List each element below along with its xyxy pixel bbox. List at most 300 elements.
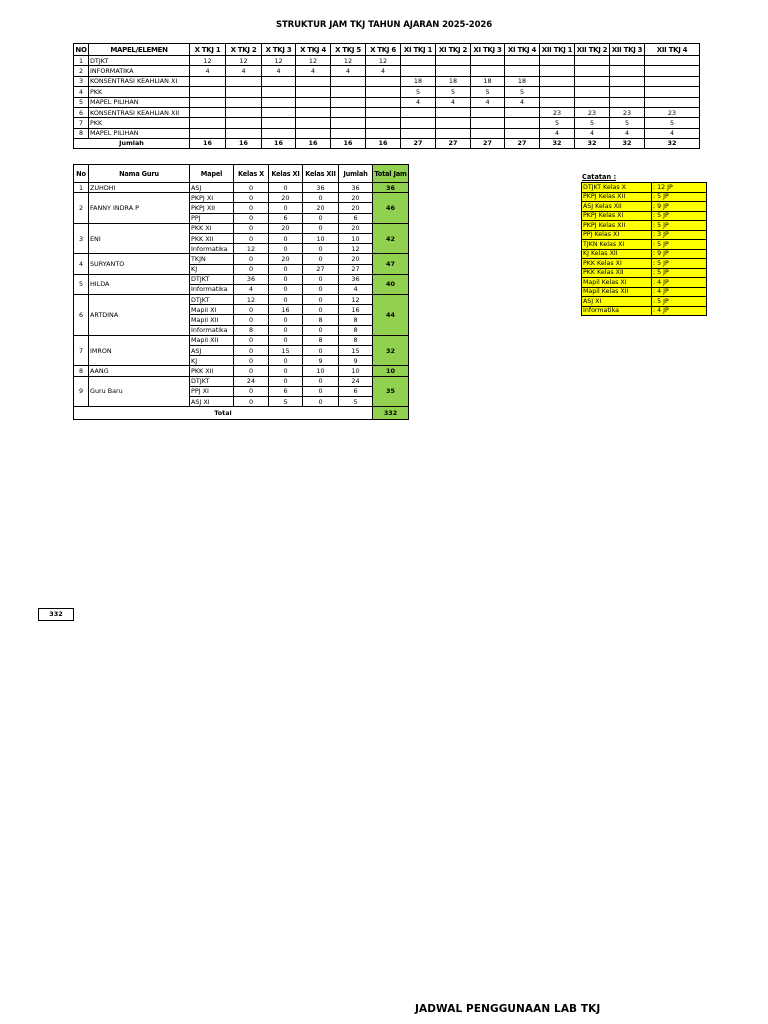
total-cell: 27 bbox=[401, 139, 436, 149]
hours-cell: 20 bbox=[339, 223, 373, 233]
subject-cell: Mapil XII bbox=[190, 315, 234, 325]
column-header: XI TKJ 2 bbox=[436, 44, 471, 56]
teacher-number: 1 bbox=[74, 183, 89, 193]
table-cell bbox=[331, 128, 366, 138]
side-total-box: 332 bbox=[38, 608, 74, 621]
note-hours: : 5 JP bbox=[652, 297, 707, 307]
notes-title: Catatan : bbox=[582, 173, 617, 181]
teacher-name: ENI bbox=[89, 223, 190, 254]
hours-cell: 8 bbox=[339, 335, 373, 345]
note-hours: : 3 JP bbox=[652, 230, 707, 240]
table-cell: 18 bbox=[505, 76, 540, 86]
table-cell bbox=[262, 87, 296, 97]
table-cell: 5 bbox=[540, 118, 575, 128]
note-hours: : 12 JP bbox=[652, 183, 707, 193]
column-header: Kelas XI bbox=[269, 165, 303, 183]
total-cell: 16 bbox=[190, 139, 226, 149]
teacher-number: 6 bbox=[74, 295, 89, 336]
table-cell bbox=[190, 128, 226, 138]
hours-cell: 6 bbox=[339, 213, 373, 223]
note-hours: : 9 JP bbox=[652, 202, 707, 212]
table-cell bbox=[575, 66, 610, 76]
teacher-number: 7 bbox=[74, 335, 89, 366]
hours-cell: 0 bbox=[234, 264, 269, 274]
table-cell bbox=[296, 107, 331, 117]
table-cell bbox=[262, 128, 296, 138]
hours-cell: 9 bbox=[339, 356, 373, 366]
subject-name: MAPEL PILIHAN bbox=[89, 128, 190, 138]
column-header: X TKJ 3 bbox=[262, 44, 296, 56]
hours-cell: 0 bbox=[303, 244, 339, 254]
table-cell: 5 bbox=[401, 87, 436, 97]
table-cell bbox=[436, 107, 471, 117]
hours-cell: 0 bbox=[234, 254, 269, 264]
hours-cell: 0 bbox=[269, 244, 303, 254]
column-header: XII TKJ 1 bbox=[540, 44, 575, 56]
teacher-row bbox=[74, 376, 409, 386]
teacher-total-hours: 36 bbox=[373, 183, 409, 193]
table-cell: 23 bbox=[645, 107, 700, 117]
table-row bbox=[74, 107, 700, 117]
teacher-total-hours: 35 bbox=[373, 376, 409, 407]
hours-cell: 0 bbox=[303, 223, 339, 233]
teacher-total-hours: 10 bbox=[373, 366, 409, 376]
note-row bbox=[582, 211, 707, 221]
total-cell: 32 bbox=[575, 139, 610, 149]
hours-cell: 9 bbox=[303, 356, 339, 366]
table-cell: 4 bbox=[190, 66, 226, 76]
column-header: XI TKJ 3 bbox=[471, 44, 505, 56]
hours-cell: 8 bbox=[234, 325, 269, 335]
hours-cell: 0 bbox=[303, 376, 339, 386]
teacher-header-row bbox=[74, 165, 409, 183]
table-cell: 12 bbox=[262, 56, 296, 66]
subject-cell: Informatika bbox=[190, 284, 234, 294]
hours-cell: 0 bbox=[269, 335, 303, 345]
hours-cell: 0 bbox=[234, 203, 269, 213]
teacher-name: ARTDINA bbox=[89, 295, 190, 336]
table-cell bbox=[401, 66, 436, 76]
table-cell bbox=[366, 128, 401, 138]
table-cell bbox=[540, 76, 575, 86]
teacher-row bbox=[74, 295, 409, 305]
subject-cell: KJ bbox=[190, 356, 234, 366]
grand-total-value: 332 bbox=[373, 407, 409, 420]
subject-cell: TKJN bbox=[190, 254, 234, 264]
hours-cell: 4 bbox=[234, 284, 269, 294]
hours-cell: 36 bbox=[339, 274, 373, 284]
table-cell bbox=[436, 66, 471, 76]
table-cell: 4 bbox=[610, 128, 645, 138]
column-header: MAPEL/ELEMEN bbox=[89, 44, 190, 56]
hours-cell: 0 bbox=[269, 325, 303, 335]
note-row bbox=[582, 230, 707, 240]
note-hours: : 5 JP bbox=[652, 268, 707, 278]
hours-cell: 8 bbox=[339, 315, 373, 325]
teacher-row bbox=[74, 193, 409, 203]
hours-cell: 0 bbox=[269, 376, 303, 386]
note-subject: PKK Kelas XII bbox=[582, 268, 652, 278]
teacher-total-hours: 47 bbox=[373, 254, 409, 274]
table-row bbox=[74, 56, 700, 66]
table-row bbox=[74, 87, 700, 97]
table-cell bbox=[226, 128, 262, 138]
note-row bbox=[582, 287, 707, 297]
hours-cell: 10 bbox=[303, 233, 339, 243]
table-cell bbox=[645, 87, 700, 97]
hours-cell: 0 bbox=[269, 203, 303, 213]
teacher-row bbox=[74, 254, 409, 264]
table-cell: 23 bbox=[610, 107, 645, 117]
column-header: X TKJ 1 bbox=[190, 44, 226, 56]
teacher-row bbox=[74, 223, 409, 233]
total-cell: 32 bbox=[610, 139, 645, 149]
table-cell bbox=[540, 66, 575, 76]
hours-cell: 0 bbox=[234, 396, 269, 406]
note-subject: PKK Kelas XI bbox=[582, 259, 652, 269]
hours-cell: 0 bbox=[234, 213, 269, 223]
table-cell bbox=[226, 76, 262, 86]
subject-cell: PKK XII bbox=[190, 366, 234, 376]
teacher-number: 5 bbox=[74, 274, 89, 294]
note-row bbox=[582, 183, 707, 193]
note-row bbox=[582, 297, 707, 307]
note-hours: : 5 JP bbox=[652, 259, 707, 269]
column-header: Nama Guru bbox=[89, 165, 190, 183]
note-row bbox=[582, 249, 707, 259]
hours-cell: 8 bbox=[339, 325, 373, 335]
hours-cell: 20 bbox=[269, 223, 303, 233]
subject-cell: PKK XI bbox=[190, 223, 234, 233]
note-row bbox=[582, 202, 707, 212]
table-cell: 4 bbox=[296, 66, 331, 76]
column-header: XII TKJ 3 bbox=[610, 44, 645, 56]
total-cell: 16 bbox=[262, 139, 296, 149]
teacher-number: 3 bbox=[74, 223, 89, 254]
table-cell: 23 bbox=[575, 107, 610, 117]
note-hours: : 9 JP bbox=[652, 249, 707, 259]
table-cell bbox=[471, 107, 505, 117]
table-cell bbox=[610, 87, 645, 97]
teacher-number: 2 bbox=[74, 193, 89, 224]
hours-cell: 0 bbox=[269, 366, 303, 376]
notes-table bbox=[581, 182, 707, 316]
hours-cell: 20 bbox=[303, 203, 339, 213]
note-subject: Mapil Kelas XII bbox=[582, 287, 652, 297]
hours-cell: 0 bbox=[269, 356, 303, 366]
subject-cell: Informatika bbox=[190, 244, 234, 254]
table-cell bbox=[505, 56, 540, 66]
table-cell bbox=[540, 97, 575, 107]
hours-cell: 12 bbox=[339, 295, 373, 305]
hours-cell: 8 bbox=[303, 335, 339, 345]
column-header: XI TKJ 4 bbox=[505, 44, 540, 56]
table-cell: 5 bbox=[575, 118, 610, 128]
table-cell bbox=[366, 118, 401, 128]
teacher-total-hours: 32 bbox=[373, 335, 409, 366]
table-cell bbox=[645, 97, 700, 107]
table-cell bbox=[401, 118, 436, 128]
hours-cell: 27 bbox=[339, 264, 373, 274]
hours-cell: 0 bbox=[303, 305, 339, 315]
teacher-row bbox=[74, 366, 409, 376]
table-cell bbox=[610, 97, 645, 107]
hours-cell: 0 bbox=[303, 274, 339, 284]
hours-cell: 6 bbox=[269, 386, 303, 396]
total-cell: 27 bbox=[436, 139, 471, 149]
table-cell: 5 bbox=[471, 87, 505, 97]
table-cell bbox=[436, 128, 471, 138]
table-cell bbox=[296, 87, 331, 97]
table-cell: 5 bbox=[645, 118, 700, 128]
table-cell: 4 bbox=[436, 97, 471, 107]
table-cell bbox=[645, 76, 700, 86]
subject-name: PKK bbox=[89, 118, 190, 128]
subject-name: DTJKT bbox=[89, 56, 190, 66]
table-cell: 12 bbox=[226, 56, 262, 66]
total-cell: 16 bbox=[366, 139, 401, 149]
table-cell: 4 bbox=[74, 87, 89, 97]
column-header: Mapel bbox=[190, 165, 234, 183]
note-hours: : 5 JP bbox=[652, 221, 707, 231]
subject-cell: PKPJ XII bbox=[190, 203, 234, 213]
subject-cell: PPJ XI bbox=[190, 386, 234, 396]
table-cell: 4 bbox=[540, 128, 575, 138]
total-cell: 32 bbox=[540, 139, 575, 149]
table-cell bbox=[505, 66, 540, 76]
hours-cell: 0 bbox=[234, 305, 269, 315]
hours-cell: 0 bbox=[269, 264, 303, 274]
subject-name: PKK bbox=[89, 87, 190, 97]
column-header: Total Jam bbox=[373, 165, 409, 183]
hours-cell: 0 bbox=[269, 284, 303, 294]
table-cell bbox=[401, 128, 436, 138]
hours-cell: 0 bbox=[269, 315, 303, 325]
hours-cell: 36 bbox=[234, 274, 269, 284]
note-subject: PPJ Kelas XI bbox=[582, 230, 652, 240]
table-cell: 4 bbox=[366, 66, 401, 76]
note-subject: Mapil Kelas XI bbox=[582, 278, 652, 288]
hours-cell: 4 bbox=[339, 284, 373, 294]
table-cell bbox=[262, 97, 296, 107]
table-cell: 7 bbox=[74, 118, 89, 128]
hours-cell: 36 bbox=[339, 183, 373, 193]
hours-cell: 20 bbox=[339, 193, 373, 203]
hours-cell: 0 bbox=[234, 356, 269, 366]
hours-cell: 0 bbox=[234, 386, 269, 396]
subject-name: INFORMATIKA bbox=[89, 66, 190, 76]
subject-cell: ASJ XI bbox=[190, 396, 234, 406]
hours-cell: 27 bbox=[303, 264, 339, 274]
table-cell bbox=[505, 107, 540, 117]
hours-cell: 0 bbox=[303, 193, 339, 203]
hours-cell: 0 bbox=[269, 274, 303, 284]
table-cell: 8 bbox=[74, 128, 89, 138]
table-cell bbox=[645, 66, 700, 76]
table-cell bbox=[262, 107, 296, 117]
subject-cell: ASJ bbox=[190, 346, 234, 356]
table-cell bbox=[296, 97, 331, 107]
teacher-number: 9 bbox=[74, 376, 89, 407]
subject-cell: ASJ bbox=[190, 183, 234, 193]
hours-cell: 0 bbox=[303, 325, 339, 335]
table-cell: 4 bbox=[331, 66, 366, 76]
hours-cell: 0 bbox=[234, 335, 269, 345]
table-cell bbox=[471, 118, 505, 128]
teacher-name: HILDA bbox=[89, 274, 190, 294]
hours-cell: 10 bbox=[339, 366, 373, 376]
teacher-row bbox=[74, 183, 409, 193]
table-cell: 4 bbox=[471, 97, 505, 107]
note-row bbox=[582, 259, 707, 269]
table-cell bbox=[226, 87, 262, 97]
hours-cell: 0 bbox=[303, 254, 339, 264]
table-cell: 4 bbox=[226, 66, 262, 76]
table-cell bbox=[471, 66, 505, 76]
table-cell bbox=[401, 107, 436, 117]
table-cell bbox=[505, 128, 540, 138]
teacher-row bbox=[74, 335, 409, 345]
subject-cell: PPJ bbox=[190, 213, 234, 223]
total-cell: 16 bbox=[331, 139, 366, 149]
lab-schedule-title: JADWAL PENGGUNAAN LAB TKJ bbox=[415, 1003, 601, 1015]
column-header: Jumlah bbox=[339, 165, 373, 183]
column-header: X TKJ 6 bbox=[366, 44, 401, 56]
note-row bbox=[582, 306, 707, 316]
note-subject: KJ Kelas XII bbox=[582, 249, 652, 259]
hours-cell: 0 bbox=[303, 396, 339, 406]
subject-name: KONSENTRASI KEAHLIAN XI bbox=[89, 76, 190, 86]
table-cell bbox=[296, 76, 331, 86]
table-cell bbox=[296, 118, 331, 128]
teacher-name: Guru Baru bbox=[89, 376, 190, 407]
teacher-number: 4 bbox=[74, 254, 89, 274]
table-cell bbox=[226, 107, 262, 117]
teacher-total-hours: 44 bbox=[373, 295, 409, 336]
total-cell: 27 bbox=[505, 139, 540, 149]
hours-cell: 20 bbox=[269, 254, 303, 264]
teacher-total-hours: 46 bbox=[373, 193, 409, 224]
total-cell: 27 bbox=[471, 139, 505, 149]
table-cell: 4 bbox=[262, 66, 296, 76]
note-hours: : 4 JP bbox=[652, 278, 707, 288]
note-row bbox=[582, 192, 707, 202]
table-cell: 5 bbox=[436, 87, 471, 97]
table-cell bbox=[575, 97, 610, 107]
table-cell bbox=[575, 76, 610, 86]
subject-cell: DTJKT bbox=[190, 376, 234, 386]
table-cell bbox=[610, 76, 645, 86]
table-cell bbox=[645, 56, 700, 66]
table-cell bbox=[575, 56, 610, 66]
column-header: NO bbox=[75, 45, 87, 54]
note-subject: ASJ Kelas XII bbox=[582, 202, 652, 212]
table-cell: 18 bbox=[401, 76, 436, 86]
total-cell: 16 bbox=[296, 139, 331, 149]
hours-cell: 0 bbox=[303, 213, 339, 223]
table-cell: 12 bbox=[331, 56, 366, 66]
teacher-number: 8 bbox=[74, 366, 89, 376]
hours-cell: 0 bbox=[234, 346, 269, 356]
table-cell: 4 bbox=[401, 97, 436, 107]
table-cell: 6 bbox=[74, 107, 89, 117]
table-cell bbox=[436, 118, 471, 128]
table-cell bbox=[610, 66, 645, 76]
teacher-name: FANNY INDRA P bbox=[89, 193, 190, 224]
hours-cell: 0 bbox=[303, 284, 339, 294]
column-header: X TKJ 5 bbox=[331, 44, 366, 56]
table-cell bbox=[226, 97, 262, 107]
table-cell bbox=[540, 56, 575, 66]
column-header: XI TKJ 1 bbox=[401, 44, 436, 56]
hours-cell: 10 bbox=[339, 233, 373, 243]
column-header: Kelas XII bbox=[303, 165, 339, 183]
table-cell bbox=[366, 97, 401, 107]
hours-cell: 0 bbox=[303, 295, 339, 305]
teacher-name: SURYANTO bbox=[89, 254, 190, 274]
column-header: X TKJ 2 bbox=[226, 44, 262, 56]
column-header: X TKJ 4 bbox=[296, 44, 331, 56]
note-subject: DTJKT Kelas X bbox=[582, 183, 652, 193]
note-hours: : 5 JP bbox=[652, 240, 707, 250]
hours-cell: 16 bbox=[339, 305, 373, 315]
table-cell: 2 bbox=[74, 66, 89, 76]
hours-cell: 36 bbox=[303, 183, 339, 193]
teacher-row bbox=[74, 274, 409, 284]
table-cell bbox=[190, 107, 226, 117]
subject-cell: Informatika bbox=[190, 325, 234, 335]
hours-cell: 0 bbox=[234, 223, 269, 233]
table-cell bbox=[575, 87, 610, 97]
table-cell: 18 bbox=[471, 76, 505, 86]
table-cell bbox=[190, 87, 226, 97]
table-cell bbox=[331, 76, 366, 86]
table-cell bbox=[366, 87, 401, 97]
hours-cell: 0 bbox=[234, 183, 269, 193]
hours-cell: 5 bbox=[339, 396, 373, 406]
hours-cell: 0 bbox=[269, 233, 303, 243]
note-hours: : 5 JP bbox=[652, 211, 707, 221]
hours-cell: 20 bbox=[339, 254, 373, 264]
hours-cell: 0 bbox=[303, 386, 339, 396]
table-cell bbox=[471, 128, 505, 138]
subject-name: KONSENTRASI KEAHLIAN XII bbox=[89, 107, 190, 117]
hours-cell: 20 bbox=[339, 203, 373, 213]
hours-cell: 5 bbox=[269, 396, 303, 406]
teacher-name: AANG bbox=[89, 366, 190, 376]
subject-cell: PKPJ XI bbox=[190, 193, 234, 203]
table-cell: 12 bbox=[366, 56, 401, 66]
note-hours: : 5 JP bbox=[652, 192, 707, 202]
note-subject: TJKN Kelas XI bbox=[582, 240, 652, 250]
note-row bbox=[582, 240, 707, 250]
note-subject: PKPJ Kelas XII bbox=[582, 192, 652, 202]
subject-cell: PKK XII bbox=[190, 233, 234, 243]
table-cell bbox=[262, 76, 296, 86]
table-cell bbox=[610, 56, 645, 66]
hours-cell: 12 bbox=[234, 244, 269, 254]
table-cell: 18 bbox=[436, 76, 471, 86]
table-row bbox=[74, 97, 700, 107]
table-row bbox=[74, 76, 700, 86]
note-subject: ASJ XI bbox=[582, 297, 652, 307]
table-cell bbox=[366, 107, 401, 117]
note-subject: PKPJ Kelas XII bbox=[582, 221, 652, 231]
table-cell bbox=[471, 56, 505, 66]
total-cell: 32 bbox=[645, 139, 700, 149]
teacher-total-hours: 40 bbox=[373, 274, 409, 294]
table-cell: 5 bbox=[610, 118, 645, 128]
